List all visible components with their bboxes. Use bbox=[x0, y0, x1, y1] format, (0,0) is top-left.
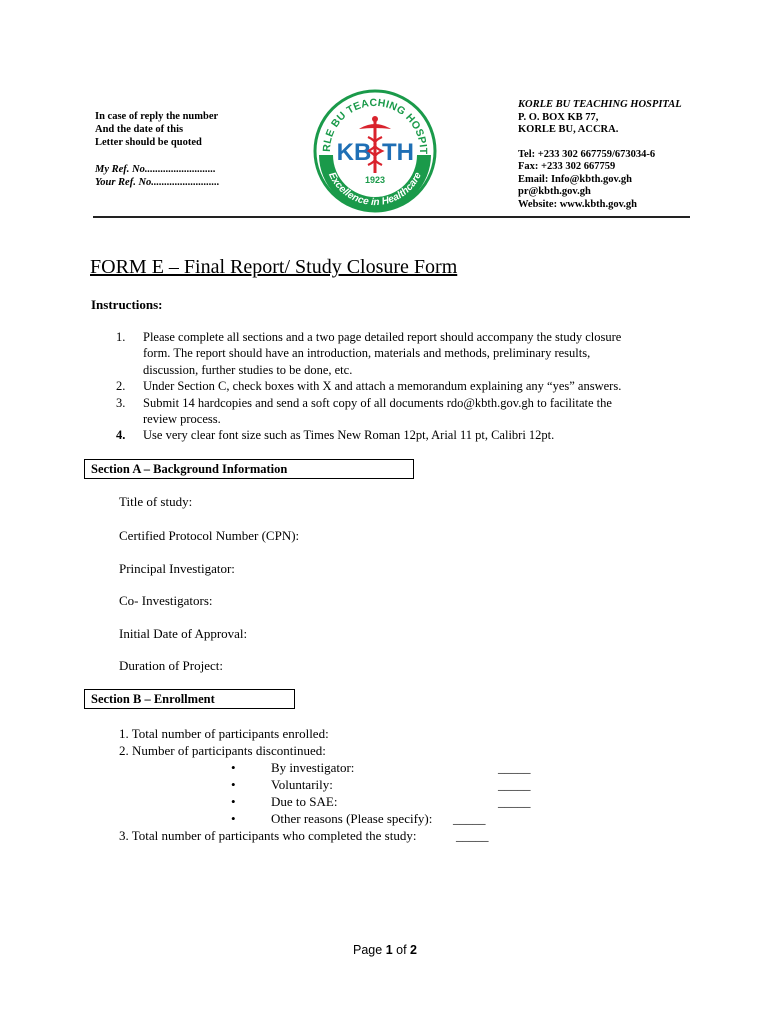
instruction-number: 2. bbox=[116, 379, 126, 394]
logo-monogram-left: KB bbox=[336, 139, 372, 166]
form-title: FORM E – Final Report/ Study Closure Form bbox=[90, 256, 458, 278]
instruction-line: Please complete all sections and a two page detailed report should accompany the study closure bbox=[143, 330, 622, 344]
instruction-line: Under Section C, check boxes with X and attach a memorandum explaining any “yes” answers. bbox=[143, 379, 622, 394]
bullet-icon: • bbox=[231, 760, 236, 775]
hospital-address bbox=[518, 99, 682, 211]
your-ref-line: Your Ref. No.......................... bbox=[95, 177, 220, 188]
page-total: 2 bbox=[410, 943, 417, 957]
section-a-heading: Section A – Background Information bbox=[84, 459, 414, 479]
instruction-line: review process. bbox=[143, 412, 221, 427]
blank-by-investigator: _____ bbox=[498, 760, 531, 775]
contact-line: Fax: +233 302 667759 bbox=[518, 161, 616, 172]
logo-arc-top: RLE BU TEACHING HOSPIT bbox=[320, 96, 430, 154]
address-line: P. O. BOX KB 77, bbox=[518, 111, 599, 123]
bullet-icon: • bbox=[231, 777, 236, 792]
logo-arc-bottom: Excellence in Healthcare bbox=[326, 170, 424, 209]
bullet-by-investigator: By investigator: bbox=[271, 760, 355, 775]
blank-due-to-sae: _____ bbox=[498, 794, 531, 809]
contact-line: Website: www.kbth.gov.gh bbox=[518, 198, 638, 210]
kbth-logo-svg bbox=[313, 89, 437, 213]
page-middle: of bbox=[392, 943, 411, 957]
instruction-item bbox=[116, 395, 696, 428]
reply-line: And the date of this bbox=[95, 124, 184, 135]
header-divider bbox=[93, 216, 690, 218]
kbth-logo bbox=[313, 89, 437, 213]
bullet-icon: • bbox=[231, 794, 236, 809]
field-duration-of-project: Duration of Project: bbox=[119, 658, 223, 673]
q-discontinued: 2. Number of participants discontinued: bbox=[119, 743, 326, 758]
contact-line: pr@kbth.gov.gh bbox=[518, 186, 591, 197]
field-title-of-study: Title of study: bbox=[119, 494, 193, 509]
page-current: 1 bbox=[385, 943, 393, 957]
section-b-heading: Section B – Enrollment bbox=[84, 689, 295, 709]
instruction-line: Submit 14 hardcopies and send a soft copy of all documents rdo@kbth.gov.gh to facilitate the bbox=[143, 395, 612, 410]
address-line: KORLE BU, ACCRA. bbox=[518, 124, 619, 135]
address-line: KORLE BU TEACHING HOSPITAL bbox=[518, 99, 682, 110]
instruction-line: discussion, further studies to be done, etc. bbox=[143, 362, 353, 377]
field-co-investigators: Co- Investigators: bbox=[119, 593, 213, 608]
bullet-icon: • bbox=[231, 811, 236, 826]
blank-voluntarily: _____ bbox=[498, 777, 531, 792]
instruction-line: Use very clear font size such as Times New Roman 12pt, Arial 11 pt, Calibri 12pt. bbox=[143, 428, 555, 443]
blank-other-reasons: _____ bbox=[453, 811, 486, 826]
instruction-item bbox=[116, 427, 696, 443]
instruction-number: 4. bbox=[116, 428, 126, 443]
instruction-number: 1. bbox=[116, 330, 126, 344]
instruction-item bbox=[116, 378, 696, 394]
instructions-heading: Instructions: bbox=[91, 297, 163, 312]
page-prefix: Page bbox=[353, 943, 386, 957]
reply-instructions bbox=[95, 110, 220, 189]
instruction-item bbox=[116, 329, 696, 378]
field-cpn: Certified Protocol Number (CPN): bbox=[119, 528, 300, 543]
field-principal-investigator: Principal Investigator: bbox=[119, 561, 235, 576]
bullet-due-to-sae: Due to SAE: bbox=[271, 794, 338, 809]
instructions-list bbox=[116, 329, 696, 444]
logo-monogram-right: TH bbox=[382, 139, 414, 166]
bullet-other-reasons: Other reasons (Please specify): bbox=[271, 811, 433, 826]
bullet-voluntarily: Voluntarily: bbox=[271, 777, 333, 792]
contact-line: Email: Info@kbth.gov.gh bbox=[518, 173, 632, 185]
blank-total-completed: _____ bbox=[456, 828, 489, 843]
q-total-enrolled: 1. Total number of participants enrolled: bbox=[119, 726, 329, 741]
instruction-line: form. The report should have an introduction, materials and methods, preliminary results, bbox=[143, 346, 591, 361]
q-total-completed: 3. Total number of participants who completed the study: bbox=[119, 828, 417, 843]
reply-line: Letter should be quoted bbox=[95, 137, 202, 148]
logo-year: 1923 bbox=[364, 175, 386, 185]
field-initial-date-of-approval: Initial Date of Approval: bbox=[119, 626, 248, 641]
page-footer bbox=[0, 943, 770, 957]
contact-line: Tel: +233 302 667759/673034-6 bbox=[518, 148, 656, 160]
reply-line: In case of reply the number bbox=[95, 111, 219, 122]
instruction-number: 3. bbox=[116, 395, 126, 410]
my-ref-line: My Ref. No........................... bbox=[95, 164, 216, 175]
